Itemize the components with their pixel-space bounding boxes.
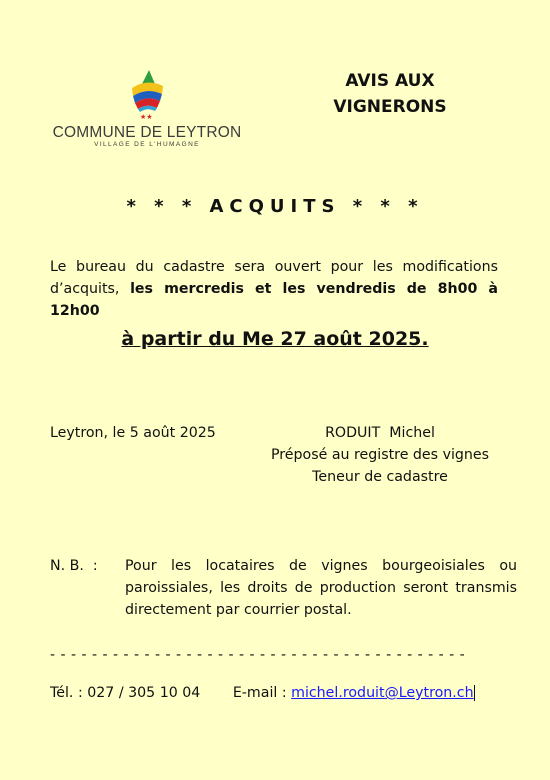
notice-heading-line-2: VIGNERONS [333, 97, 447, 117]
svg-text:★★: ★★ [140, 113, 153, 120]
signatory-name: RODUIT Michel [325, 425, 435, 441]
intro-text: Le bureau du cadastre sera ouvert pour les modifications d’acquits, [50, 259, 498, 297]
intro-paragraph [50, 256, 498, 322]
logo-tagline: VILLAGE DE L'HUMAGNE [94, 141, 200, 148]
commune-logo [52, 68, 242, 152]
intro-schedule: les mercredis et les vendredis de 8h00 à 12h00 [50, 281, 498, 319]
document-title: * * * ACQUITS * * * [126, 196, 424, 217]
notice-heading [315, 68, 465, 120]
signatory-role-2: Teneur de cadastre [312, 469, 448, 485]
telephone: Tél. : 027 / 305 10 04 [50, 685, 201, 701]
dashed-separator: - - - - - - - - - - - - - - - - - - - - - - - - - - - - - - - - - - - - - - - - [50, 647, 466, 663]
contact-line [50, 682, 475, 704]
signatory-role-1: Préposé au registre des vignes [270, 447, 490, 463]
logo-commune-name: COMMUNE DE LEYTRON [52, 124, 242, 141]
email-label: E-mail : [232, 685, 292, 701]
start-date: à partir du Me 27 août 2025. [121, 328, 429, 350]
leytron-emblem-icon [127, 68, 167, 120]
email-link[interactable]: michel.roduit@Leytron.ch [291, 685, 474, 701]
note-text: Pour les locataires de vignes bourgeoisiales ou paroissiales, les droits de production seront transmis directement par courrier postal. [125, 558, 517, 618]
place-date: Leytron, le 5 août 2025 [50, 425, 216, 441]
note-label: N. B. : [50, 558, 98, 574]
notice-heading-line-1: AVIS AUX [345, 71, 435, 91]
signature-block [255, 422, 505, 488]
